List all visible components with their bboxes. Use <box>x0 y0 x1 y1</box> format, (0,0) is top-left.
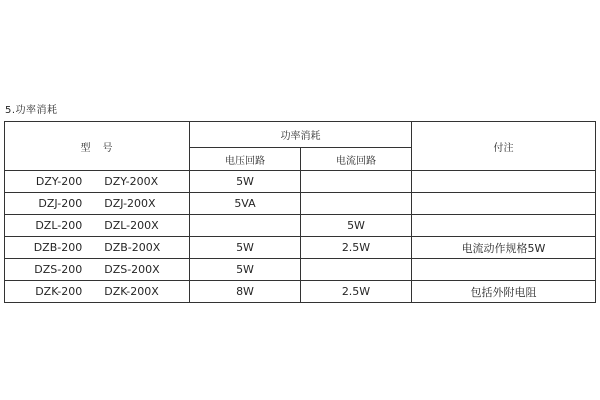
model-name-variant: DZJ-200X <box>104 197 156 210</box>
current-cell: 2.5W <box>301 281 412 303</box>
model-name-variant: DZK-200X <box>104 285 159 298</box>
table-row <box>5 193 596 215</box>
model-name: DZL-200 <box>35 219 83 232</box>
note-cell <box>412 171 596 193</box>
note-cell: 包括外附电阻 <box>412 281 596 303</box>
table-row <box>5 171 596 193</box>
current-cell: 5W <box>301 215 412 237</box>
header-voltage-circuit: 电压回路 <box>190 148 301 171</box>
model-cell <box>5 281 190 303</box>
model-cell <box>5 259 190 281</box>
power-consumption-table <box>4 121 596 303</box>
model-name: DZK-200 <box>35 285 83 298</box>
model-name-variant: DZB-200X <box>104 241 161 254</box>
table-row <box>5 281 596 303</box>
note-cell: 电流动作规格5W <box>412 237 596 259</box>
header-notes: 付注 <box>412 122 596 171</box>
header-model: 型 号 <box>5 122 190 171</box>
header-row-top <box>5 122 596 148</box>
header-power-consumption: 功率消耗 <box>190 122 412 148</box>
model-cell <box>5 215 190 237</box>
model-name: DZS-200 <box>34 263 83 276</box>
model-name-variant: DZY-200X <box>104 175 159 188</box>
model-name-variant: DZS-200X <box>104 263 160 276</box>
voltage-cell: 5W <box>190 259 301 281</box>
model-name: DZY-200 <box>35 175 83 188</box>
table-row <box>5 259 596 281</box>
model-cell <box>5 193 190 215</box>
model-cell <box>5 237 190 259</box>
note-cell <box>412 193 596 215</box>
voltage-cell: 5W <box>190 237 301 259</box>
table-row <box>5 237 596 259</box>
current-cell <box>301 193 412 215</box>
table-row <box>5 215 596 237</box>
model-cell <box>5 171 190 193</box>
current-cell <box>301 259 412 281</box>
voltage-cell: 5VA <box>190 193 301 215</box>
note-cell <box>412 215 596 237</box>
voltage-cell: 5W <box>190 171 301 193</box>
voltage-cell <box>190 215 301 237</box>
header-current-circuit: 电流回路 <box>301 148 412 171</box>
current-cell <box>301 171 412 193</box>
model-name-variant: DZL-200X <box>104 219 159 232</box>
current-cell: 2.5W <box>301 237 412 259</box>
model-name: DZB-200 <box>33 241 83 254</box>
voltage-cell: 8W <box>190 281 301 303</box>
note-cell <box>412 259 596 281</box>
model-name: DZJ-200 <box>38 197 83 210</box>
section-title: 5.功率消耗 <box>5 105 58 116</box>
